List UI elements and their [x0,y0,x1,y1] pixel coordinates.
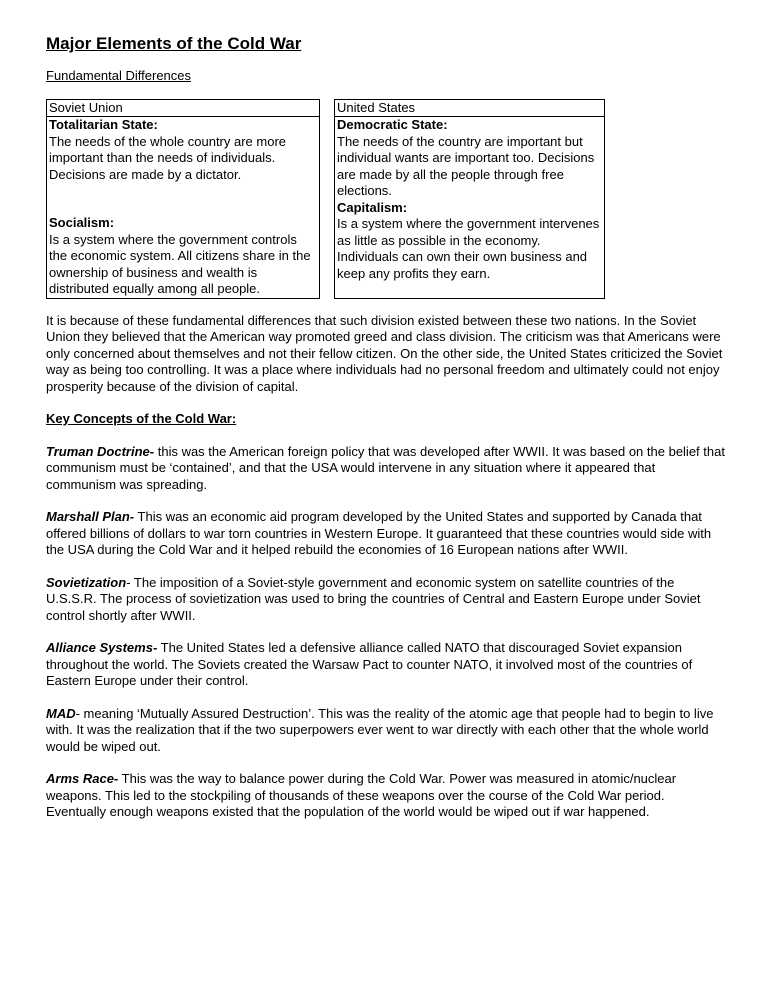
page-title: Major Elements of the Cold War [46,34,302,53]
concept-term: MAD [46,705,76,721]
document-page [46,34,726,837]
concept-marshall-plan [46,509,726,559]
soviet-econ-heading: Socialism: [49,215,115,230]
soviet-econ-text: Is a system where the government controls the economic system. All citizens share in the ownership of business and wealth is distributed equally among all people. [49,231,311,296]
concept-term: Sovietization [46,574,127,590]
summary-paragraph: It is because of these fundamental differences that such division existed between these two nations. In the Soviet Union they believed that the American way promoted greed and class division. The criticism was that Americans were only concerned about themselves and not their fellow citizen. On the other side, the United States criticized the Soviet way as being too controlling. It was a place where individuals had no personal freedom and ultimately could not enjoy prosperity because of the division of capital. [46,312,723,394]
soviet-header: Soviet Union [49,99,123,115]
usa-econ-text: Is a system where the government intervenes as little as possible in the economy. Individuals can own their own business and keep any profits they earn. [337,216,600,281]
comparison-table [46,99,605,299]
concept-truman-doctrine [46,444,726,494]
concept-text: This was the way to balance power during the Cold War. Power was measured in atomic/nuclear weapons. This led to the stockpiling of thousands of these weapons over the course of the Cold War period. Eventually enough weapons existed that the population of the world would be wiped out if war happened. [46,771,677,819]
concept-term: Marshall Plan- [46,509,135,524]
usa-header: United States [337,99,416,115]
concept-mad [46,706,726,756]
usa-econ-heading: Capitalism: [337,199,408,215]
concept-term: Alliance Systems- [46,640,158,655]
soviet-state-text: The needs of the whole country are more important than the needs of individuals. Decisions are made by a dictator. [49,133,287,182]
key-concepts-heading: Key Concepts of the Cold War: [46,411,237,426]
soviet-details-cell [47,117,320,299]
usa-details-cell [335,117,605,299]
soviet-header-cell [47,99,320,117]
concept-term: Truman Doctrine- [46,443,155,459]
concept-term: Arms Race- [46,771,119,786]
concept-text: - The imposition of a Soviet-style government and economic system on satellite countries of the U.S.S.R. The process of sovietization was used to bring the countries of Central and Eastern Europe under Soviet control shortly after WWII. [46,574,701,623]
concept-text: This was an economic aid program developed by the United States and supported by Canada that offered billions of dollars to war torn countries in Western Europe. It guaranteed that these countries would side with the USA during the Cold War and it helped rebuild the economies of 16 European nations after WWII. [46,509,712,557]
concept-arms-race [46,771,726,821]
usa-header-cell [335,99,605,117]
section-heading-fundamental-differences: Fundamental Differences [46,68,192,83]
soviet-state-heading: Totalitarian State: [49,117,158,132]
concept-sovietization [46,575,726,625]
concept-text: this was the American foreign policy that was developed after WWII. It was based on the belief that communism must be ‘contained’, and that the USA would intervene in any situation where it appeared that communism was spreading. [46,443,725,492]
usa-state-text: The needs of the country are important but individual wants are important too. Decisions are made by all the people through free elections. [337,133,595,198]
concept-text: The United States led a defensive alliance called NATO that discouraged Soviet expansion throughout the world. The Soviets created the Warsaw Pact to counter NATO, it involved most of the countries of Eastern Europe under their control. [46,640,693,688]
concept-text: - meaning ‘Mutually Assured Destruction’. This was the reality of the atomic age that people had to begin to live with. It was the realization that if the two superpowers ever went to war directly with each other that the whole world would be wiped out. [46,705,714,754]
concept-alliance-systems [46,640,726,690]
usa-state-heading: Democratic State: [337,117,448,132]
